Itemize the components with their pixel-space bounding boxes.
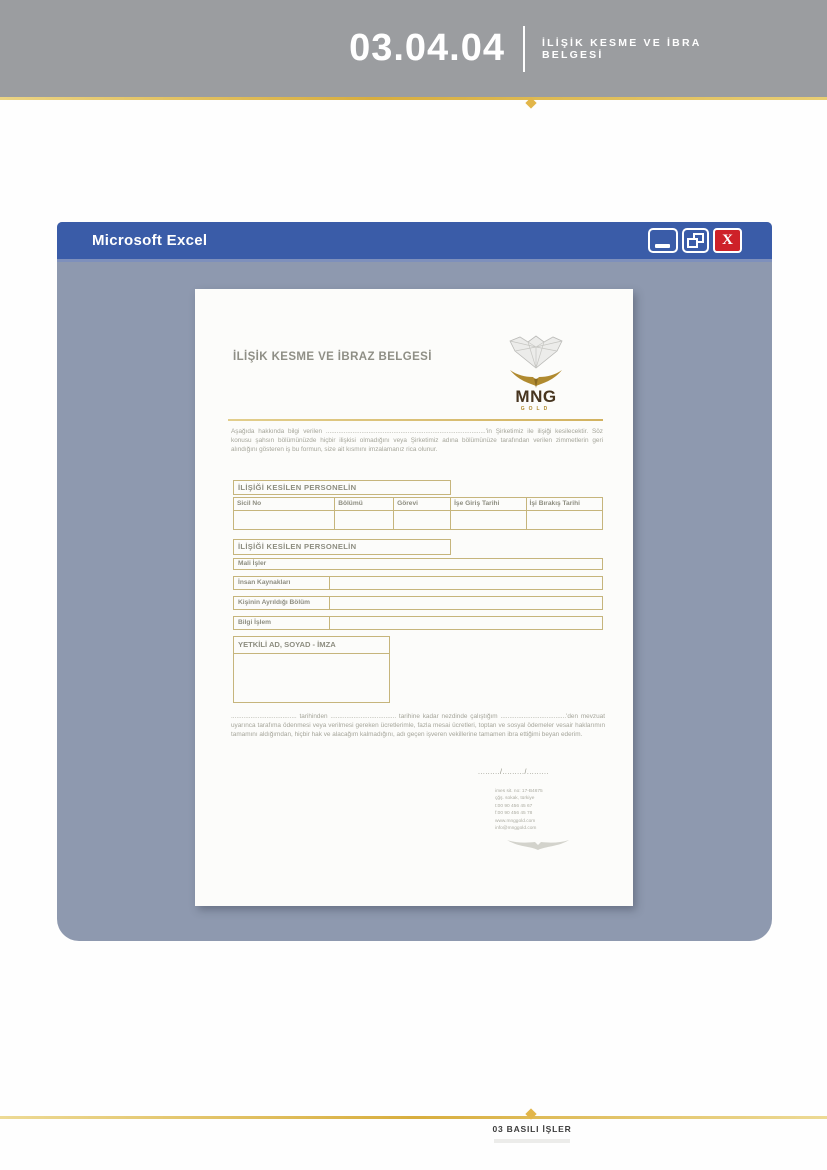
address-line: t:00 90 456 45 67 xyxy=(495,803,533,809)
page-title: İLİŞİK KESME VE İBRA BELGESİ xyxy=(542,36,702,61)
crystal-icon xyxy=(508,335,564,369)
column-header: İşi Bırakış Tarihi xyxy=(527,498,602,511)
window-titlebar xyxy=(57,222,772,262)
table-empty-cell xyxy=(527,511,602,529)
table-empty-cell xyxy=(335,511,394,529)
document-sheet xyxy=(195,289,633,906)
form-title: İLİŞİK KESME VE İBRAZ BELGESİ xyxy=(233,351,432,363)
logo-subtitle: GOLD xyxy=(520,406,552,412)
window-title: Microsoft Excel xyxy=(92,232,208,249)
banner-divider xyxy=(523,26,525,72)
address-line: çğş. sokak, türkiye xyxy=(495,796,535,802)
restore-icon-front xyxy=(687,238,698,248)
eagle-wings-icon xyxy=(509,369,563,389)
section-code: 03.04.04 xyxy=(349,27,505,69)
mng-gold-logo xyxy=(496,335,576,412)
footer-subtext-faint xyxy=(494,1139,570,1143)
column-header: Bölümü xyxy=(335,498,394,511)
company-address-block xyxy=(495,788,590,832)
minimize-icon xyxy=(655,244,670,248)
department-row xyxy=(233,616,603,630)
section-departments-header: İLİŞİĞİ KESİLEN PERSONELİN xyxy=(233,539,451,555)
signature-box xyxy=(233,636,390,703)
footer-section-label: 03 BASILI İŞLER xyxy=(492,1124,572,1134)
table-empty-cell xyxy=(394,511,451,529)
table-empty-cell xyxy=(451,511,526,529)
department-row-label: İnsan Kaynakları xyxy=(238,579,291,586)
window-controls xyxy=(648,228,742,253)
signature-box-header: YETKİLİ AD, SOYAD - İMZA xyxy=(234,637,389,654)
table-empty-cell xyxy=(234,511,335,529)
personnel-table xyxy=(233,497,603,530)
department-row-label: Bilgi İşlem xyxy=(238,619,271,626)
row-divider xyxy=(329,597,330,609)
logo-name: MNG xyxy=(515,387,557,406)
excel-window xyxy=(57,222,772,941)
address-line: f:00 90 456 45 78 xyxy=(495,811,533,817)
department-row-label: Kişinin Ayrıldığı Bölüm xyxy=(238,599,311,606)
department-row xyxy=(233,576,603,590)
column-header: Sicil No xyxy=(234,498,335,511)
row-divider xyxy=(329,617,330,629)
department-row xyxy=(233,596,603,610)
eagle-watermark-icon xyxy=(506,838,570,857)
intro-paragraph: Aşağıda hakkında bilgi verilen ..........................................................................................'in Şirketimiz ile ilişiği kesilecektir. Söz konusu şahsın bölümünüzde hiçbir ilişkisi olmadığını veya Şirketimiz adına bölümünüze tarafından verilen zimmetlerin geri alındığını gösteren iş bu formun, size ait kısmını imzalamanız rica olunur. xyxy=(231,428,603,453)
close-button[interactable]: X xyxy=(713,228,742,253)
header-banner xyxy=(0,0,827,97)
address-line: info@mnggold.com xyxy=(495,826,537,832)
section-personnel-header: İLİŞİĞİ KESİLEN PERSONELİN xyxy=(233,480,451,495)
column-header: Görevi xyxy=(394,498,451,511)
address-line: www.mnggold.com xyxy=(495,818,536,824)
maximize-button[interactable] xyxy=(682,228,709,253)
column-header: İşe Giriş Tarihi xyxy=(451,498,526,511)
row-divider xyxy=(329,577,330,589)
department-row: Mali İşler xyxy=(233,558,603,570)
gold-rule-document xyxy=(228,419,603,421)
date-line: ........./........./......... xyxy=(478,769,549,776)
address-line: imes sit. no: 17-B4675 xyxy=(495,789,543,794)
gold-rule-top xyxy=(0,97,827,100)
gold-rule-bottom xyxy=(0,1116,827,1119)
declaration-paragraph: ..................................... tarihinden ..................................... tarihine kadar nezdinde çalıştığım .....................................'den mevzuat uyarınca tarafıma ödenmesi veya verilmesi gereken ücretlerimle, fazla mesai ücretleri, toptan ve sosyal ödemeler vesair haklarımın tamamını aldığımdan, hiçbir hak ve alacağım kalmadığını, adı geçen işveren vekillerine tamamen ibra ettiğimi beyan ederim. xyxy=(231,713,605,739)
minimize-button[interactable] xyxy=(648,228,678,253)
